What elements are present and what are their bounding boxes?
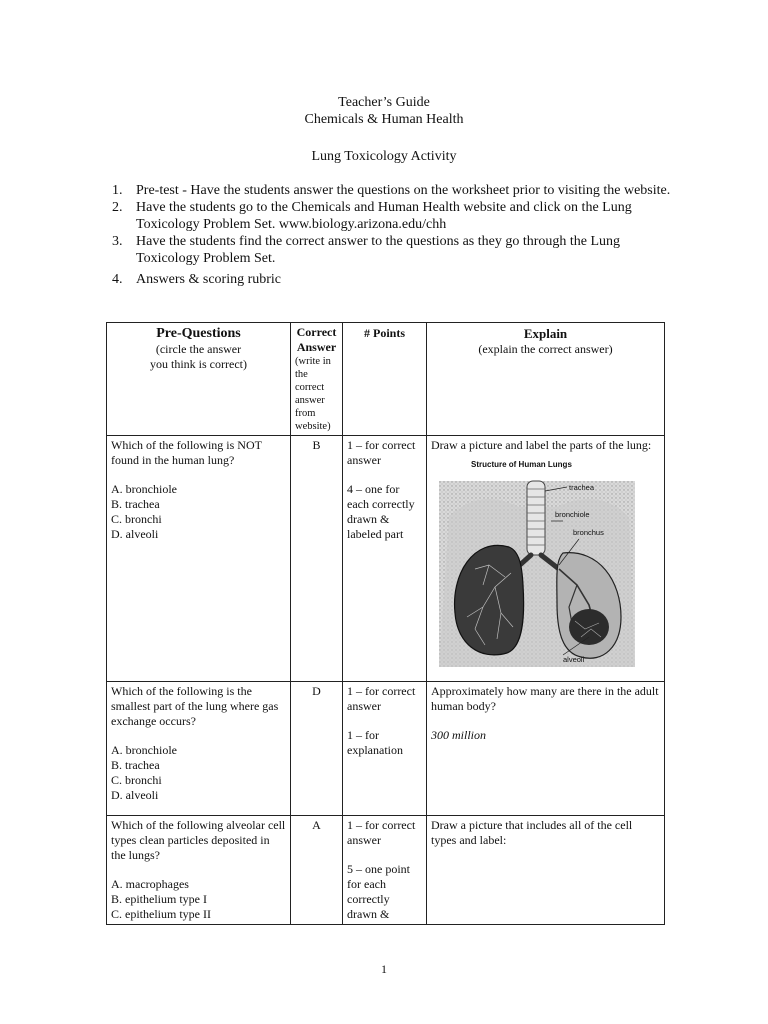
header-title: Correct <box>296 325 337 339</box>
explain-text: Approximately how many are there in the adult human body? <box>431 684 659 713</box>
question-text: Which of the following alveolar cell types clean particles deposited in the lungs? <box>111 818 286 862</box>
answer-cell: A <box>291 816 343 925</box>
option-text: C. bronchi <box>111 773 162 787</box>
option-text: D. alveoli <box>111 527 159 541</box>
page-number: 1 <box>381 962 387 976</box>
doc-title: Teacher’s Guide <box>338 95 430 110</box>
list-number: 4. <box>112 272 123 287</box>
table-row <box>107 682 665 816</box>
answer-cell: D <box>291 682 343 816</box>
header-title: # Points <box>363 326 405 340</box>
header-sub: (circle the answer <box>155 342 242 356</box>
option-text: A. bronchiole <box>111 482 177 496</box>
option-text: B. epithelium type I <box>111 892 207 906</box>
figure-title: Structure of Human Lungs <box>471 460 572 469</box>
table-header-row <box>107 323 665 436</box>
points-cell <box>343 816 427 925</box>
list-item <box>112 182 672 199</box>
question-text: Which of the following is NOT found in the human lung? <box>111 438 262 467</box>
explain-text: Draw a picture and label the parts of the lung: <box>431 438 652 452</box>
explain-answer: 300 million <box>431 728 487 742</box>
points-text: 1 – for correct answer <box>347 818 416 847</box>
list-text: Have the students find the correct answer to the questions as they go through the Lung Toxicology Problem Set. <box>136 234 621 266</box>
list-text: Pre-test - Have the students answer the questions on the worksheet prior to visiting the website. <box>136 183 671 198</box>
option-text: C. bronchi <box>111 512 162 526</box>
points-text: 5 – one point for each correctly drawn & <box>347 862 410 921</box>
header-sub: (write in the correct answer from website) <box>295 356 331 432</box>
list-number: 3. <box>112 234 123 249</box>
points-text: 1 – for correct answer <box>347 438 416 467</box>
question-cell <box>107 682 291 816</box>
header-points <box>343 323 427 436</box>
header-explain <box>427 323 665 436</box>
list-item <box>112 271 672 288</box>
option-text: A. bronchiole <box>111 743 177 757</box>
explain-cell <box>427 436 665 682</box>
label-bronchiole: bronchiole <box>555 510 590 519</box>
header-correct-answer <box>291 323 343 436</box>
header-title: Answer <box>296 340 337 354</box>
points-text: 4 – one for each correctly drawn & labeled part <box>347 482 415 541</box>
option-text: D. alveoli <box>111 788 159 802</box>
explain-text: Draw a picture that includes all of the cell types and label: <box>431 818 633 847</box>
question-text: Which of the following is the smallest part of the lung where gas exchange occurs? <box>111 684 279 728</box>
table-row <box>107 436 665 682</box>
label-trachea: trachea <box>569 483 595 492</box>
list-number: 2. <box>112 200 123 215</box>
header-sub: (explain the correct answer) <box>478 342 613 356</box>
question-cell <box>107 816 291 925</box>
table-row <box>107 816 665 925</box>
points-cell <box>343 682 427 816</box>
list-item <box>112 199 672 233</box>
option-text: B. trachea <box>111 758 160 772</box>
points-cell <box>343 436 427 682</box>
question-cell <box>107 436 291 682</box>
list-number: 1. <box>112 183 123 198</box>
points-text: 1 – for correct answer <box>347 684 416 713</box>
list-item <box>112 233 672 267</box>
label-bronchus: bronchus <box>573 528 604 537</box>
option-text: A. macrophages <box>111 877 189 891</box>
instruction-list <box>112 182 672 288</box>
explain-cell <box>427 682 665 816</box>
activity-title: Lung Toxicology Activity <box>311 149 457 164</box>
explain-cell <box>427 816 665 925</box>
header-pre-questions <box>107 323 291 436</box>
trachea-shape <box>527 481 545 555</box>
list-text: Have the students go to the Chemicals and Human Health website and click on the Lung Toxicology Problem Set. www.biology.arizona.edu/chh <box>136 200 632 232</box>
label-alveoli: alveoli <box>563 655 585 664</box>
doc-subtitle: Chemicals & Human Health <box>304 112 464 127</box>
header-title: Explain <box>523 326 568 341</box>
header-sub: you think is correct) <box>150 357 247 371</box>
option-text: C. epithelium type II <box>111 907 211 921</box>
header-title: Pre-Questions <box>156 326 241 341</box>
list-text: Answers & scoring rubric <box>136 272 282 287</box>
answer-cell: B <box>291 436 343 682</box>
rubric-table <box>106 322 665 925</box>
lung-structure-figure <box>439 457 645 669</box>
points-text: 1 – for explanation <box>347 728 403 757</box>
option-text: B. trachea <box>111 497 160 511</box>
